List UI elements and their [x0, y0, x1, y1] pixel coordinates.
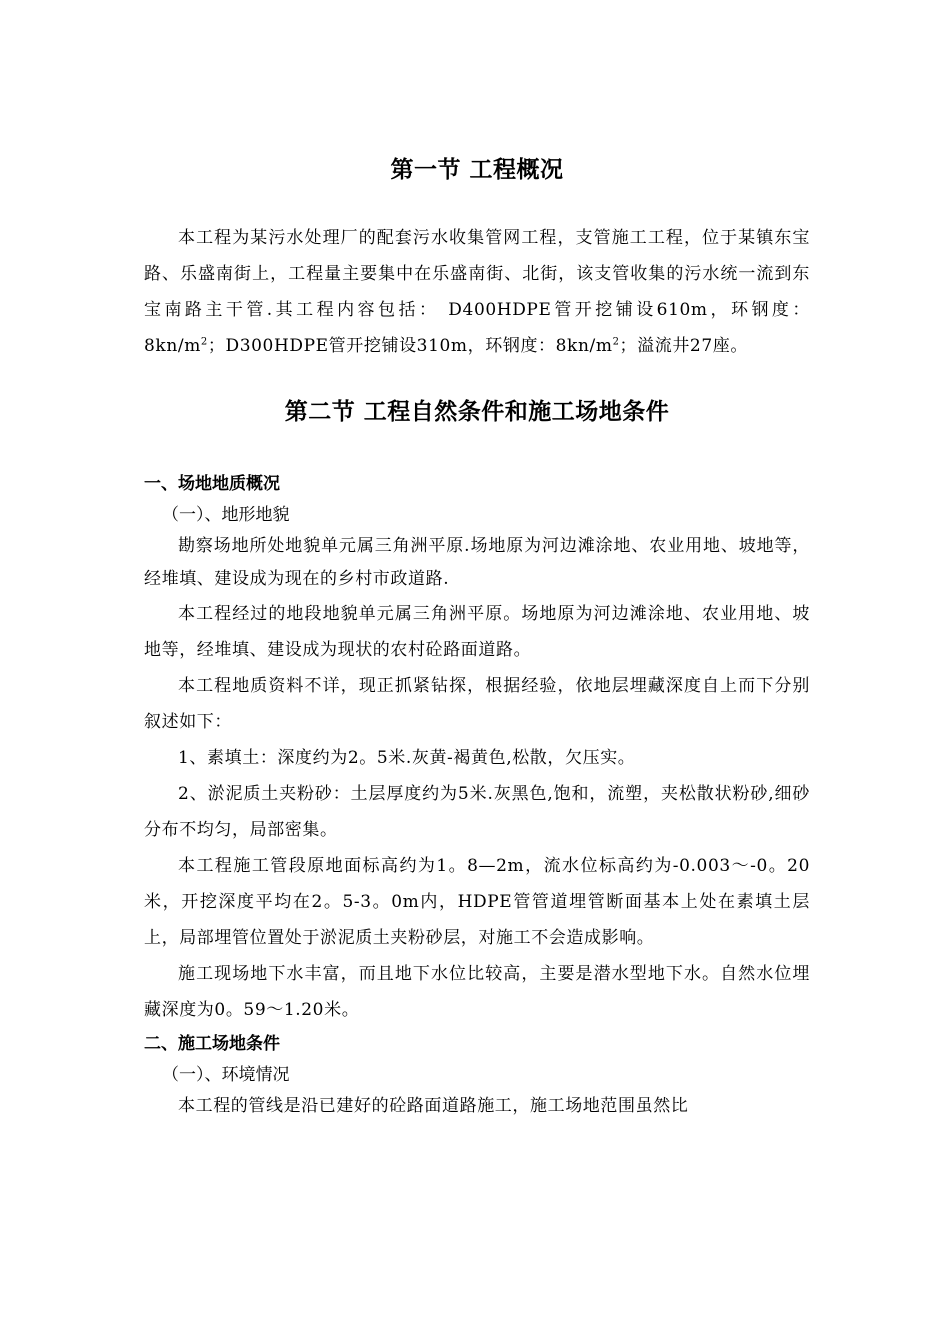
paragraph-groundwater: 施工现场地下水丰富，而且地下水位比较高，主要是潜水型地下水。自然水位埋藏深度为0。59～1.20米。 — [144, 964, 810, 1020]
overview-text-middle: ；D300HDPE管开挖铺设310m，环钢度：8kn/m — [207, 336, 613, 356]
overview-text-start: 本工程为某污水处理厂的配套污水收集管网工程，支管施工工程，位于某镇东宝路、乐盛南街上，工程量主要集中在乐盛南街、北街，该支管收集的污水统一流到东宝南路主干管.其工程内容包括： D400HDPE管开挖铺设610m，环钢度：8kn/m — [144, 228, 810, 356]
heading-geology: 一、场地地质概况 — [144, 474, 280, 494]
section-2-title: 第二节 工程自然条件和施工场地条件 — [284, 399, 670, 425]
unit-superscript-1: 2 — [200, 336, 208, 348]
document-body — [144, 150, 810, 1123]
paragraph-environment: 本工程的管线是沿已建好的砼路面道路施工，施工场地范围虽然比 — [178, 1096, 689, 1116]
paragraph-landform: 本工程经过的地段地貌单元属三角洲平原。场地原为河边滩涂地、农业用地、坡地等，经堆填、建设成为现状的农村砼路面道路。 — [144, 604, 810, 660]
paragraph-survey: 勘察场地所处地貌单元属三角洲平原.场地原为河边滩涂地、农业用地、坡地等，经堆填、建设成为现在的乡村市政道路. — [144, 536, 810, 589]
section-1-title: 第一节 工程概况 — [390, 157, 564, 183]
paragraph-geology-data: 本工程地质资料不详，现正抓紧钻探，根据经验，依地层埋藏深度自上而下分别叙述如下： — [144, 676, 810, 732]
overview-text-end: ；溢流井27座。 — [619, 336, 748, 356]
project-overview-paragraph — [144, 220, 810, 364]
subheading-environment: （一）、环境情况 — [162, 1065, 290, 1085]
paragraph-elevation: 本工程施工管段原地面标高约为1。8—2m，流水位标高约为-0.003～-0。20米，开挖深度平均在2。5-3。0m内，HDPE管管道埋管断面基本上处在素填土层上，局部埋管位置处于淤泥质土夹粉砂层，对施工不会造成影响。 — [144, 856, 810, 948]
subheading-landform: （一）、地形地貌 — [162, 505, 290, 525]
heading-site-conditions: 二、施工场地条件 — [144, 1034, 280, 1054]
unit-superscript-2: 2 — [612, 336, 620, 348]
paragraph-layer-1: 1、素填土：深度约为2。5米.灰黄-褐黄色,松散，欠压实。 — [178, 748, 636, 768]
paragraph-layer-2: 2、淤泥质土夹粉砂：土层厚度约为5米.灰黑色,饱和，流塑，夹松散状粉砂,细砂分布不均匀，局部密集。 — [144, 784, 810, 840]
